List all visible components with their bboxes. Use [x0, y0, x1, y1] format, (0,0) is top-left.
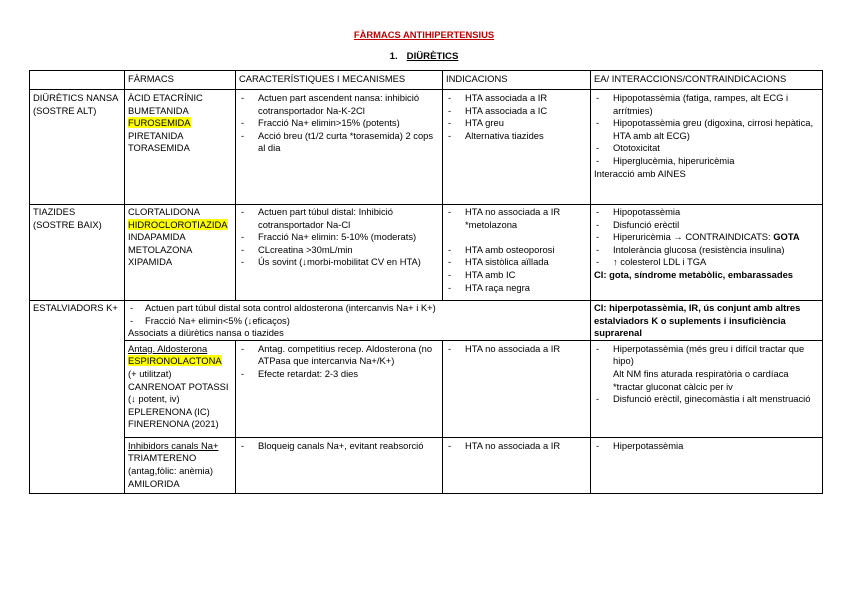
- list-item: - Actuen part túbul distal sota control aldosterona (intercanvis Na+ i K+): [128, 302, 587, 315]
- diuretics-table: [29, 70, 823, 494]
- list-item: [594, 343, 819, 393]
- ea-nansa: [591, 90, 823, 205]
- list-item: - Fracció Na+ elimin<5% (↓eficaços): [128, 315, 587, 328]
- hyperkalemia-detail: Alt NM fins aturada respiratòria o cardíaca: [613, 367, 789, 379]
- group-label: TIAZIDES: [33, 206, 76, 217]
- list-item: - Hipopotassèmia greu (digoxina, cirrosi hepàtica, HTA amb alt ECG): [594, 117, 819, 142]
- mech-canals: [236, 437, 443, 493]
- interaction-note: Interacció amb AINES: [594, 167, 686, 179]
- estalviadors-ci: CI: hiperpotassèmia, IR, ús conjunt amb altres estalviadors K o suplements i insuficiència suprarenal: [591, 301, 823, 341]
- header-empty: [30, 71, 125, 90]
- row-estalviadors-top: [30, 301, 823, 341]
- ind-aldosterona: [443, 340, 591, 437]
- list-item: - CLcreatina >30mL/min: [239, 244, 439, 257]
- list-item: - Actuen part túbul distal: Inhibició cotransportador Na-Cl: [239, 206, 439, 231]
- list-item: - HTA no associada a IR: [446, 440, 587, 453]
- list-item: - Hipopotassèmia (fatiga, rampes, alt ECG i arrítmies): [594, 92, 819, 117]
- list-item: - HTA amb osteoporosi: [446, 244, 587, 257]
- drug-name: CLORTALIDONA: [128, 206, 201, 217]
- list-item: - HTA raça negra: [446, 282, 587, 295]
- row-aldosterona: [30, 340, 823, 437]
- drug-line: AMILORIDA: [128, 477, 180, 489]
- ea-canals: [591, 437, 823, 493]
- drug-name: METOLAZONA: [128, 243, 193, 255]
- header-ea: EA/ INTERACCIONS/CONTRAINDICACIONS: [591, 71, 823, 90]
- list-item: - Fracció Na+ elimin>15% (potents): [239, 117, 439, 130]
- section-number: 1.: [389, 51, 398, 62]
- ind-nansa: [443, 90, 591, 205]
- ind-canals: [443, 437, 591, 493]
- drug-name: TORASEMIDA: [128, 142, 190, 154]
- list-item: - HTA amb IC: [446, 269, 587, 282]
- drug-name: ÀCID ETACRÍNIC: [128, 92, 203, 103]
- group-sublabel: (SOSTRE BAIX): [33, 218, 102, 230]
- row-tiazides: [30, 205, 823, 301]
- row-nansa: [30, 90, 823, 205]
- drug-name: PIRETANIDA: [128, 129, 184, 141]
- contraindications-note: CI: gota, síndrome metabòlic, embarassades: [594, 268, 794, 280]
- list-item: - Disfunció erèctil: [594, 219, 819, 232]
- drug-name: INDAPAMIDA: [128, 231, 186, 243]
- list-item: - Efecte retardat: 2-3 dies: [239, 368, 439, 381]
- drug-line: TRIAMTERENO: [128, 452, 197, 464]
- header-indicacions: INDICACIONS: [443, 71, 591, 90]
- group-nansa: [30, 90, 125, 205]
- list-item: - HTA greu: [446, 117, 587, 130]
- list-item: - HTA no associada a IR: [446, 343, 587, 356]
- drug-line: EPLERENONA (IC): [128, 405, 210, 417]
- drug-name: BUMETANIDA: [128, 104, 189, 116]
- list-item: - Fracció Na+ elimin: 5-10% (moderats): [239, 231, 439, 244]
- drugs-aldosterona: [125, 340, 236, 437]
- drugs-nansa: [125, 90, 236, 205]
- drug-name-highlighted: FUROSEMIDA: [128, 117, 191, 129]
- list-item: - Hiperpotassèmia: [594, 440, 819, 453]
- hyperkalemia-treatment: *tractar gluconat càlcic per iv: [613, 380, 733, 392]
- association-note: Associats a diürètics nansa o tiazides: [128, 327, 284, 339]
- drug-line: (antag,fòlic: anèmia): [128, 464, 213, 476]
- list-item: - ↑ colesterol LDL i TGA: [594, 256, 819, 269]
- list-item: - Hiperglucèmia, hiperuricèmia: [594, 155, 819, 168]
- header-caracteristiques: CARACTERÍSTIQUES I MECANISMES: [236, 71, 443, 90]
- list-item: - Acció breu (t1/2 curta *torasemida) 2 cops al dia: [239, 130, 439, 155]
- drugs-tiazides: [125, 205, 236, 301]
- list-item: [594, 231, 819, 244]
- drugs-canals: [125, 437, 236, 493]
- drug-name: XIPAMIDA: [128, 256, 173, 268]
- document-title: FÀRMACS ANTIHIPERTENSIUS: [353, 29, 495, 40]
- list-item: - Actuen part ascendent nansa: inhibició cotransportador Na-K-2Cl: [239, 92, 439, 117]
- list-item: - Antag. competitius recep. Aldosterona (no ATPasa que intercanvia Na+/K+): [239, 343, 439, 368]
- drug-name-highlighted: ESPIRONOLACTONA: [128, 355, 222, 367]
- list-item: - HTA no associada a IR *metolazona: [446, 206, 587, 231]
- group-sublabel: (SOSTRE ALT): [33, 104, 97, 116]
- ea-tiazides: [591, 205, 823, 301]
- list-item: - Hipopotassèmia: [594, 206, 819, 219]
- list-item: - HTA associada a IC: [446, 105, 587, 118]
- mech-tiazides: [236, 205, 443, 301]
- list-item: - HTA sistòlica aïllada: [446, 256, 587, 269]
- subgroup-heading: Antag. Aldosterona: [128, 342, 208, 354]
- header-farmacs: FÀRMACS: [125, 71, 236, 90]
- list-item: - Disfunció erèctil, ginecomàstia i alt menstruació: [594, 393, 819, 406]
- ea-aldosterona: [591, 340, 823, 437]
- group-label: DIÜRÈTICS NANSA: [33, 92, 119, 103]
- contraindication-gota: GOTA: [773, 231, 800, 243]
- group-estalviadors: ESTALVIADORS K+: [30, 301, 125, 494]
- drug-line: (↓ potent, iv): [128, 393, 180, 405]
- mech-aldosterona: [236, 340, 443, 437]
- hyperuricemia-text: Hiperuricèmia → CONTRAINDICATS:: [613, 231, 774, 243]
- list-item: - Alternativa tiazides: [446, 130, 587, 143]
- group-tiazides: [30, 205, 125, 301]
- section-title: DIÜRÈTICS: [406, 51, 459, 62]
- subgroup-heading: Inhibidors canals Na+: [128, 439, 219, 451]
- mech-nansa: [236, 90, 443, 205]
- row-canals: [30, 437, 823, 493]
- list-item: - HTA associada a IR: [446, 92, 587, 105]
- estalviadors-general: [125, 301, 591, 341]
- header-row: [30, 71, 823, 90]
- list-item: - Intolerància glucosa (resistència insulina): [594, 244, 819, 257]
- ind-tiazides: [443, 205, 591, 301]
- list-item: - Ús sovint (↓morbi-mobilitat CV en HTA): [239, 256, 439, 269]
- list-item: - Bloqueig canals Na+, evitant reabsorció: [239, 440, 439, 453]
- list-item: - Ototoxicitat: [594, 142, 819, 155]
- drug-name-highlighted: HIDROCLOROTIAZIDA: [128, 218, 228, 230]
- section-heading: [0, 51, 848, 64]
- drug-line: (+ utilitzat): [128, 367, 172, 379]
- hyperkalemia-text: - Hiperpotassèmia (més greu i difícil tractar que hipo): [613, 342, 805, 367]
- drug-line: CANRENOAT POTASSI: [128, 380, 229, 392]
- drug-line: FINERENONA (2021): [128, 418, 219, 430]
